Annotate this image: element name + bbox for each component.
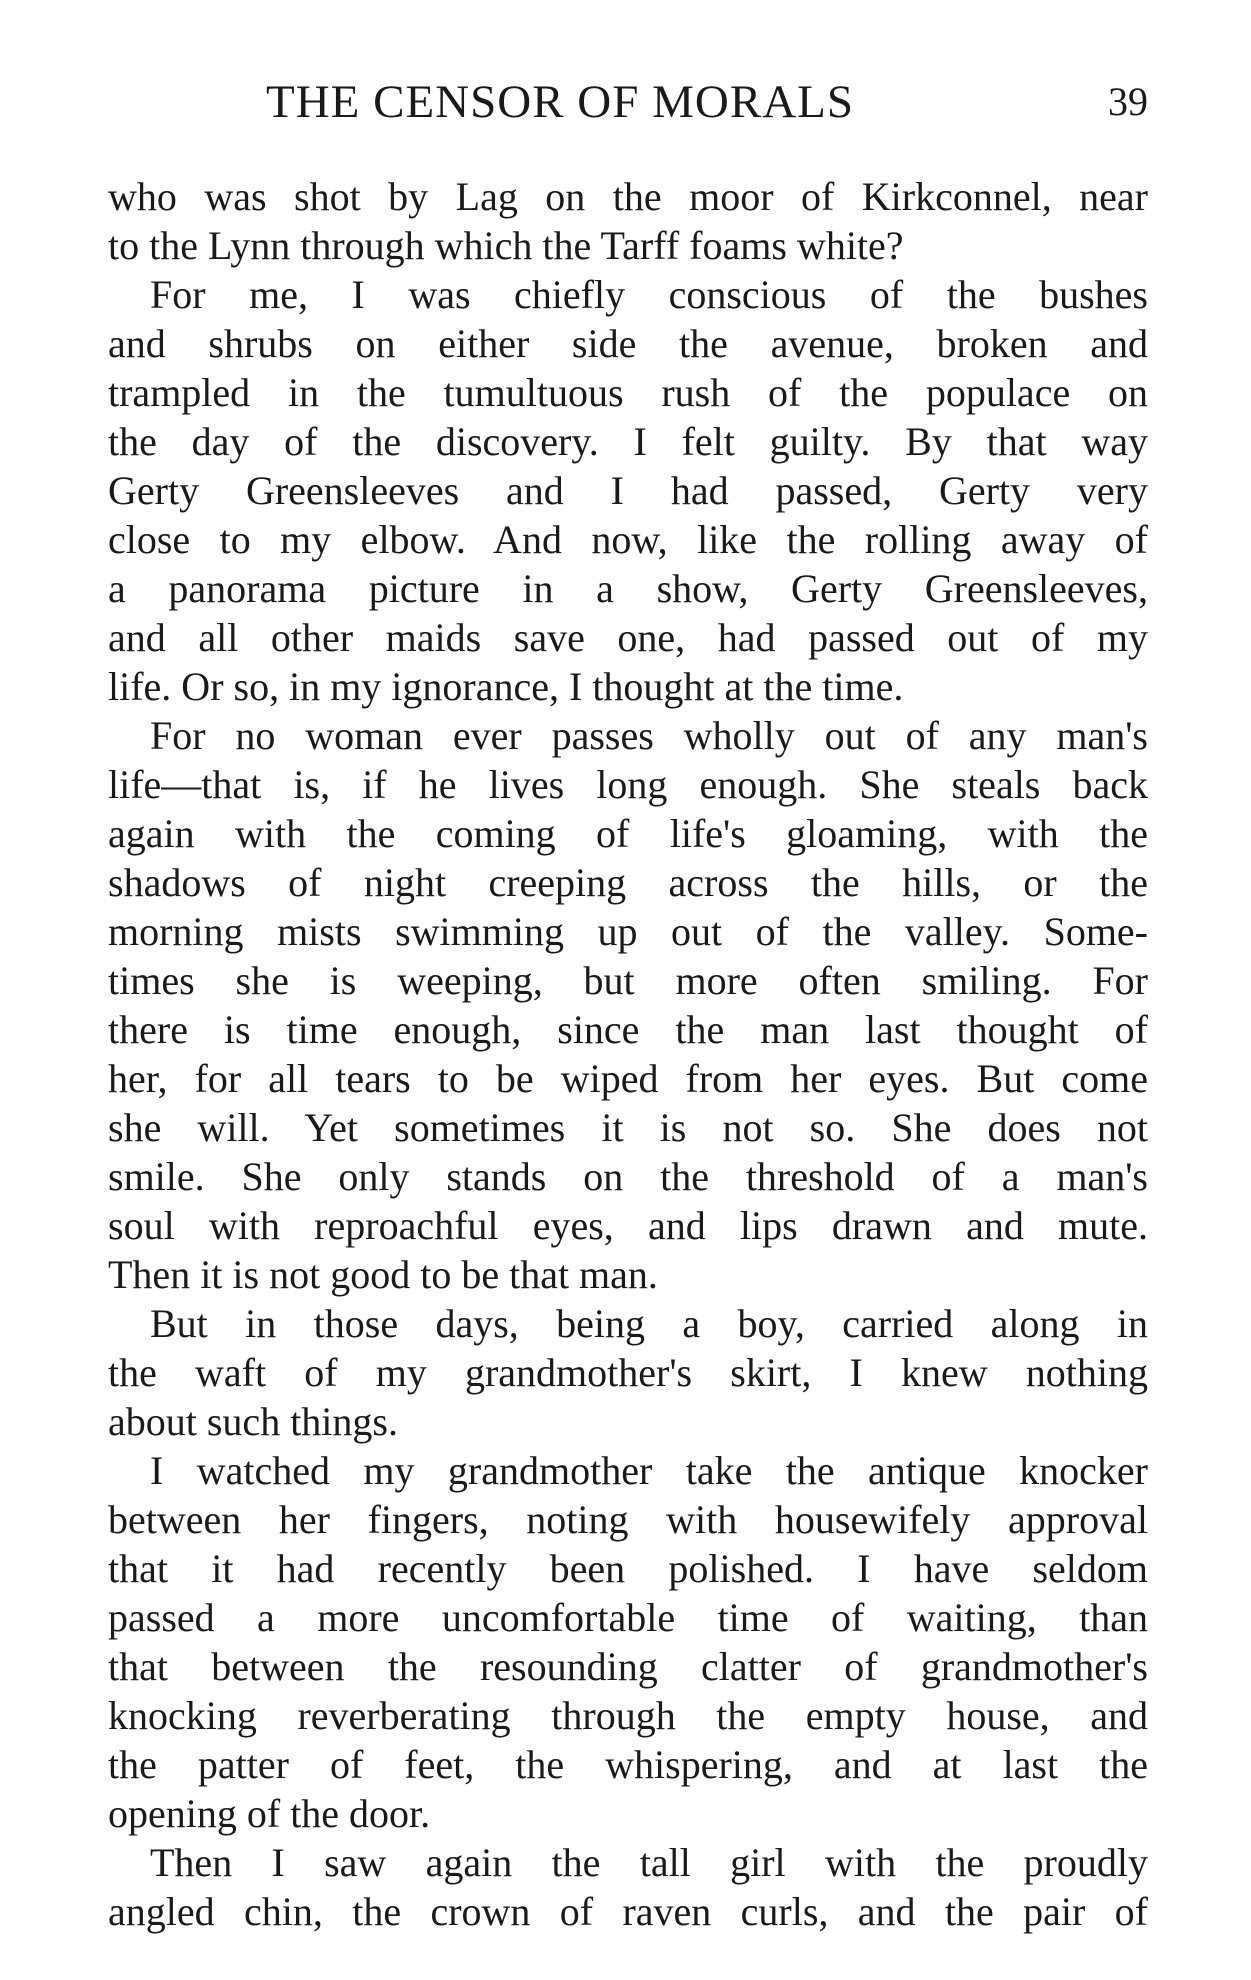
paragraph <box>108 711 1148 1299</box>
text-line: she will. Yet sometimes it is not so. She does not <box>108 1105 1148 1150</box>
text-line: smile. She only stands on the threshold of a man's <box>108 1154 1148 1199</box>
text-line: Gerty Greensleeves and I had passed, Gerty very <box>108 468 1148 513</box>
text-line: life. Or so, in my ignorance, I thought at the time. <box>108 664 904 709</box>
text-line: that between the resounding clatter of grandmother's <box>108 1644 1148 1689</box>
text-line: trampled in the tumultuous rush of the populace on <box>108 370 1148 415</box>
text-line: For no woman ever passes wholly out of any man's <box>150 713 1148 758</box>
text-line: her, for all tears to be wiped from her eyes. But come <box>108 1056 1148 1101</box>
text-line: close to my elbow. And now, like the rolling away of <box>108 517 1148 562</box>
text-line: soul with reproachful eyes, and lips drawn and mute. <box>108 1203 1148 1248</box>
text-line: again with the coming of life's gloaming, with the <box>108 811 1148 856</box>
text-line: opening of the door. <box>108 1791 431 1836</box>
text-line: morning mists swimming up out of the valley. Some- <box>108 909 1148 954</box>
paragraph <box>108 1838 1148 1936</box>
text-line: I watched my grandmother take the antique knocker <box>150 1448 1148 1493</box>
paragraph <box>108 270 1148 711</box>
text-line: between her fingers, noting with housewifely approval <box>108 1497 1148 1542</box>
text-line: there is time enough, since the man last thought of <box>108 1007 1148 1052</box>
running-head <box>108 72 1148 132</box>
text-line: shadows of night creeping across the hills, or the <box>108 860 1148 905</box>
text-line: a panorama picture in a show, Gerty Greensleeves, <box>108 566 1148 611</box>
text-line: knocking reverberating through the empty house, and <box>108 1693 1148 1738</box>
text-line: to the Lynn through which the Tarff foams white? <box>108 223 904 268</box>
paragraph <box>108 1446 1148 1838</box>
text-line: the day of the discovery. I felt guilty. By that way <box>108 419 1148 464</box>
page-number: 39 <box>1108 79 1148 124</box>
text-line: For me, I was chiefly conscious of the bushes <box>150 272 1148 317</box>
text-line: and shrubs on either side the avenue, broken and <box>108 321 1148 366</box>
text-line: the waft of my grandmother's skirt, I knew nothing <box>108 1350 1148 1395</box>
text-line: angled chin, the crown of raven curls, and the pair of <box>108 1889 1148 1934</box>
text-line: Then it is not good to be that man. <box>108 1252 658 1297</box>
text-line: about such things. <box>108 1399 398 1444</box>
text-line: and all other maids save one, had passed out of my <box>108 615 1148 660</box>
text-line: that it had recently been polished. I have seldom <box>108 1546 1148 1591</box>
running-title: THE CENSOR OF MORALS <box>266 76 854 128</box>
text-line: the patter of feet, the whispering, and at last the <box>108 1742 1148 1787</box>
body-text <box>108 172 1148 1936</box>
text-line: life—that is, if he lives long enough. She steals back <box>108 762 1148 807</box>
paragraph <box>108 172 1148 270</box>
text-line: times she is weeping, but more often smiling. For <box>108 958 1148 1003</box>
text-line: Then I saw again the tall girl with the proudly <box>150 1840 1148 1885</box>
text-line: But in those days, being a boy, carried along in <box>150 1301 1148 1346</box>
text-line: passed a more uncomfortable time of waiting, than <box>108 1595 1148 1640</box>
text-line: who was shot by Lag on the moor of Kirkconnel, near <box>108 174 1148 219</box>
paragraph <box>108 1299 1148 1446</box>
